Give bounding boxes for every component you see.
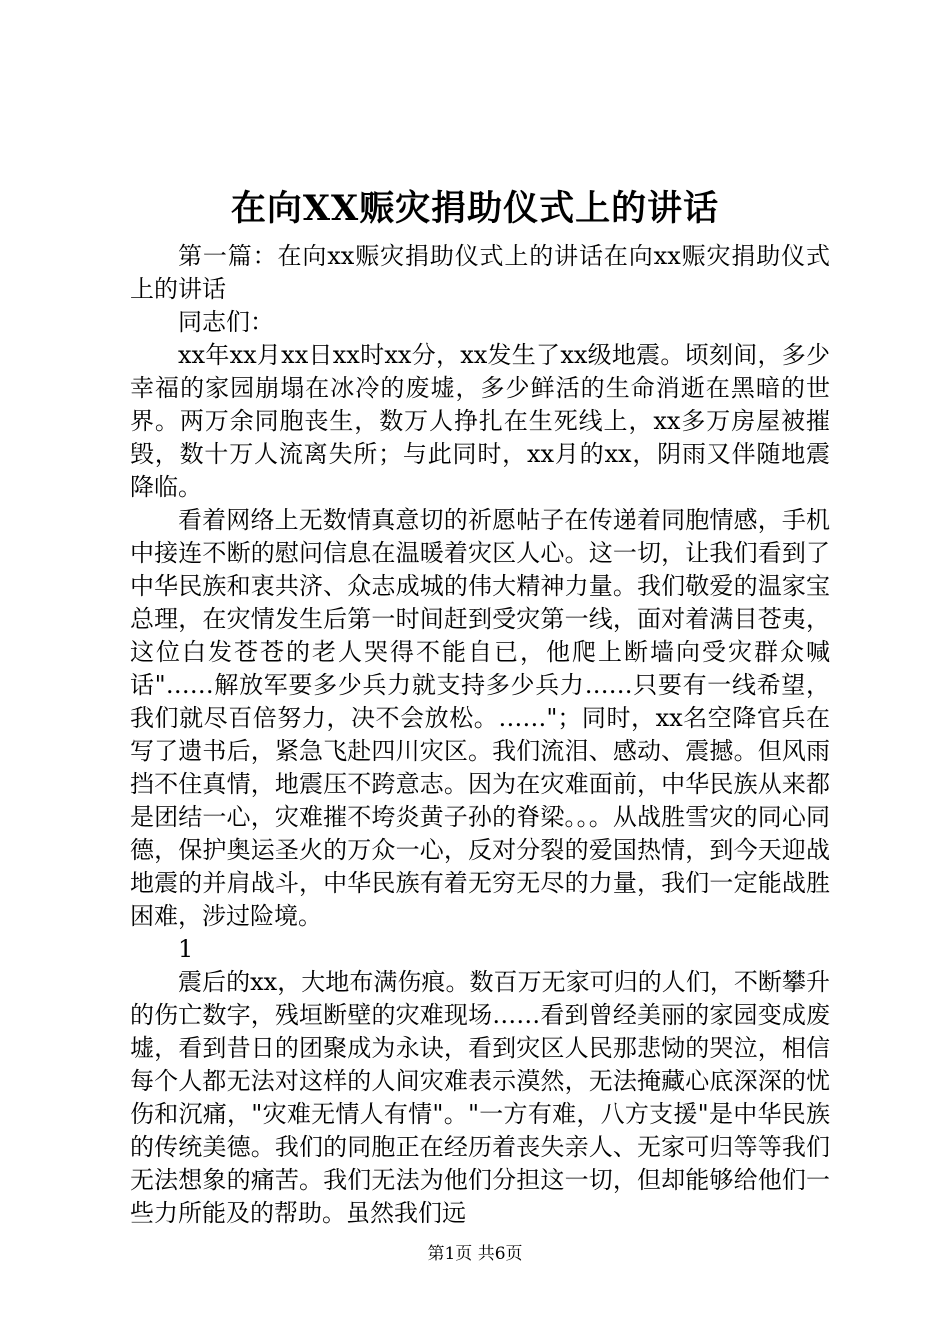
page-footer: 第1页 共6页: [427, 1244, 523, 1264]
paragraph-aftermath: 震后的xx，大地布满伤痕。数百万无家可归的人们，不断攀升的伤亡数字，残垣断壁的灾难现场……看到曾经美丽的家园变成废墟，看到昔日的团聚成为永诀，看到灾区人民那悲恸的哭泣，相信每个人都无法对这样的人间灾难表示漠然，无法掩藏心底深深的忧伤和沉痛，"灾难无情人有情"。"一方有难，八方支援"是中华民族的传统美德。我们的同胞正在经历着丧失亲人、无家可归等等我们无法想象的痛苦。我们无法为他们分担这一切，但却能够给他们一些力所能及的帮助。虽然我们远: [130, 968, 830, 1227]
paragraph-intro: 第一篇：在向xx赈灾捐助仪式上的讲话在向xx赈灾捐助仪式上的讲话: [130, 242, 830, 303]
paragraph-solidarity: 看着网络上无数情真意切的祈愿帖子在传递着同胞情感，手机中接连不断的慰问信息在温暖着灾区人心。这一切，让我们看到了中华民族和衷共济、众志成城的伟大精神力量。我们敬爱的温家宝总理，在灾情发生后第一时间赶到受灾第一线，面对着满目苍夷，这位白发苍苍的老人哭得不能自已，他爬上断墙向受灾群众喊话"……解放军要多少兵力就支持多少兵力……只要有一线希望，我们就尽百倍努力，决不会放松。……"；同时，xx名空降官兵在写了遗书后，紧急飞赴四川灾区。我们流泪、感动、震撼。但风雨挡不住真情，地震压不跨意志。因为在灾难面前，中华民族从来都是团结一心，灾难摧不垮炎黄子孙的脊梁。。。从战胜雪灾的同心同德，保护奥运圣火的万众一心，反对分裂的爱国热情，到今天迎战地震的并肩战斗，中华民族有着无穷无尽的力量，我们一定能战胜困难，涉过险境。: [130, 506, 830, 930]
paragraph-salutation: 同志们：: [178, 308, 274, 336]
document-body: [130, 240, 830, 1230]
inline-page-number: 1: [178, 935, 194, 963]
paragraph-earthquake: xx年xx月xx日xx时xx分，xx发生了xx级地震。顷刻间，多少幸福的家园崩塌在冰冷的废墟，多少鲜活的生命消逝在黑暗的世界。两万余同胞丧生，数万人挣扎在生死线上，xx多万房屋被摧毁，数十万人流离失所；与此同时，xx月的xx，阴雨又伴随地震降临。: [130, 341, 830, 501]
document-title: 在向XX赈灾捐助仪式上的讲话: [230, 188, 720, 229]
